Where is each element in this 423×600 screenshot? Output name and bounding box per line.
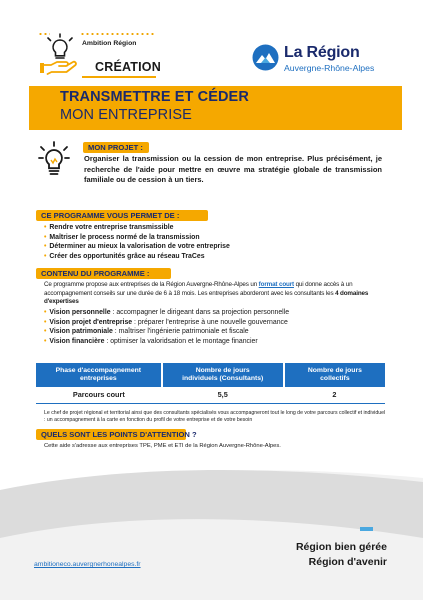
attention-heading: QUELS SONT LES POINTS D'ATTENTION ? (41, 430, 197, 439)
contenu-intro (44, 281, 384, 307)
page-title: TRANSMETTRE ET CÉDER (60, 89, 249, 105)
slogan-line: Région bien gérée (295, 541, 387, 553)
lightbulb-hand-icon (38, 33, 82, 75)
table-cell: 5,5 (217, 390, 228, 400)
domain-text: : accompagner le dirigeant dans sa projection personnelle (110, 309, 290, 316)
attention-heading-bar (36, 429, 197, 440)
programme-list (44, 223, 384, 261)
program-label: Ambition Région (82, 40, 137, 47)
domain-label: Vision projet d'entreprise (49, 318, 133, 326)
list-item: • Vision personnelle : accompagner le dirigeant dans sa projection personnelle (44, 309, 290, 316)
projet-text: Organiser la transmission ou la cession de mon entreprise. Plus précisément, je recherche de l'aide pour mettre en œuvre ma stratégie globale de transmission familiale ou de cession à un tiers. (84, 154, 382, 184)
table-header-main: Nombre de jours (195, 367, 250, 374)
list-item: • Vision patrimoniale : maîtriser l'ingénierie patrimoniale et fiscale (44, 328, 249, 335)
domain-label: Vision personnelle (49, 309, 111, 316)
category-label: CRÉATION (95, 60, 161, 74)
domain-label: Vision financière (49, 337, 105, 345)
website-link[interactable]: ambitioneco.auvergnerhonealpes.fr (34, 561, 141, 568)
attention-text: Cette aide s'adresse aux entreprises TPE, PME et ETI de la Région Auvergne-Rhône-Alpes. (44, 443, 281, 449)
list-item: • Vision projet d'entreprise : préparer l'entreprise à une nouvelle gouvernance (44, 318, 288, 326)
programme-heading-bar (36, 210, 208, 221)
accent-bar (360, 527, 373, 531)
list-item: • Déterminer au mieux la valorisation de votre entreprise (44, 243, 230, 250)
table-header (36, 363, 162, 387)
table-header-sub: collectifs (320, 375, 350, 382)
domain-text: : préparer l'entreprise à une nouvelle gouvernance (132, 318, 288, 326)
domain-text: : maîtriser l'ingénierie patrimoniale et fiscale (112, 328, 249, 335)
list-item: • Rendre votre entreprise transmissible (44, 224, 174, 231)
list-item: • Créer des opportunités grâce au réseau TraCes (44, 252, 205, 260)
dots-decoration (80, 33, 156, 35)
footer-wave (0, 468, 423, 600)
projet-heading-bar (83, 142, 149, 153)
slogan-line: Région d'avenir (308, 556, 387, 568)
table-cell: Parcours court (72, 390, 125, 400)
projet-heading: MON PROJET : (88, 143, 143, 152)
domain-label: Vision patrimoniale (49, 328, 113, 335)
contenu-heading-bar (36, 268, 171, 279)
table-cell: 2 (332, 390, 337, 400)
region-logo-subtitle: Auvergne-Rhône-Alpes (284, 63, 375, 73)
lightbulb-icon (38, 141, 70, 179)
region-logo-icon (252, 44, 279, 71)
table-header-main: Phase d'accompagnement entreprises (55, 367, 142, 382)
table-header-main: Nombre de jours (307, 367, 362, 374)
programme-item: Rendre votre entreprise transmissible (49, 224, 174, 231)
contenu-intro-bold: 4 domaines d'expertises (44, 289, 369, 305)
programme-item: Maîtriser le process normé de la transmission (49, 233, 200, 241)
accompagnement-note: Le chef de projet régional et territorial ainsi que des consultants spécialisés vous accompagneront tout le long de votre parcours collectif et individuel : un accompagnement à la carte en fonction du profil de votre entreprise et de votre besoin (44, 410, 386, 423)
contenu-heading: CONTENU DU PROGRAMME : (41, 269, 150, 278)
region-logo-title: La Région (284, 44, 360, 61)
programme-heading: CE PROGRAMME VOUS PERMET DE : (41, 211, 180, 220)
programme-item: Créer des opportunités grâce au réseau TraCes (49, 252, 205, 260)
format-court-link[interactable]: format court (258, 281, 294, 288)
page-subtitle: MON ENTREPRISE (60, 107, 192, 123)
table-header (284, 363, 385, 387)
list-item: • Maîtriser le process normé de la transmission (44, 233, 200, 241)
table-header (162, 363, 284, 387)
list-item: • Vision financière : optimiser la valoridsation et le montage financier (44, 337, 258, 345)
slogan (252, 540, 387, 570)
contenu-intro-text: qui donne accès à un accompagnement conseils sur une durée de 6 à 18 mois. Les entreprises aborderont avec les consultants les (44, 281, 353, 297)
table-row (36, 387, 385, 403)
contenu-intro-text: Ce programme propose aux entreprises de la Région Auvergne-Rhône-Alpes un (44, 281, 259, 288)
parcours-table (36, 363, 385, 404)
table-header-sub: individuels (Consultants) (182, 375, 264, 382)
table-header-row (36, 363, 385, 387)
domains-list (44, 308, 394, 346)
category-underline (82, 76, 156, 78)
programme-item: Déterminer au mieux la valorisation de votre entreprise (49, 243, 230, 250)
domain-text: : optimiser la valoridsation et le montage financier (104, 337, 258, 345)
